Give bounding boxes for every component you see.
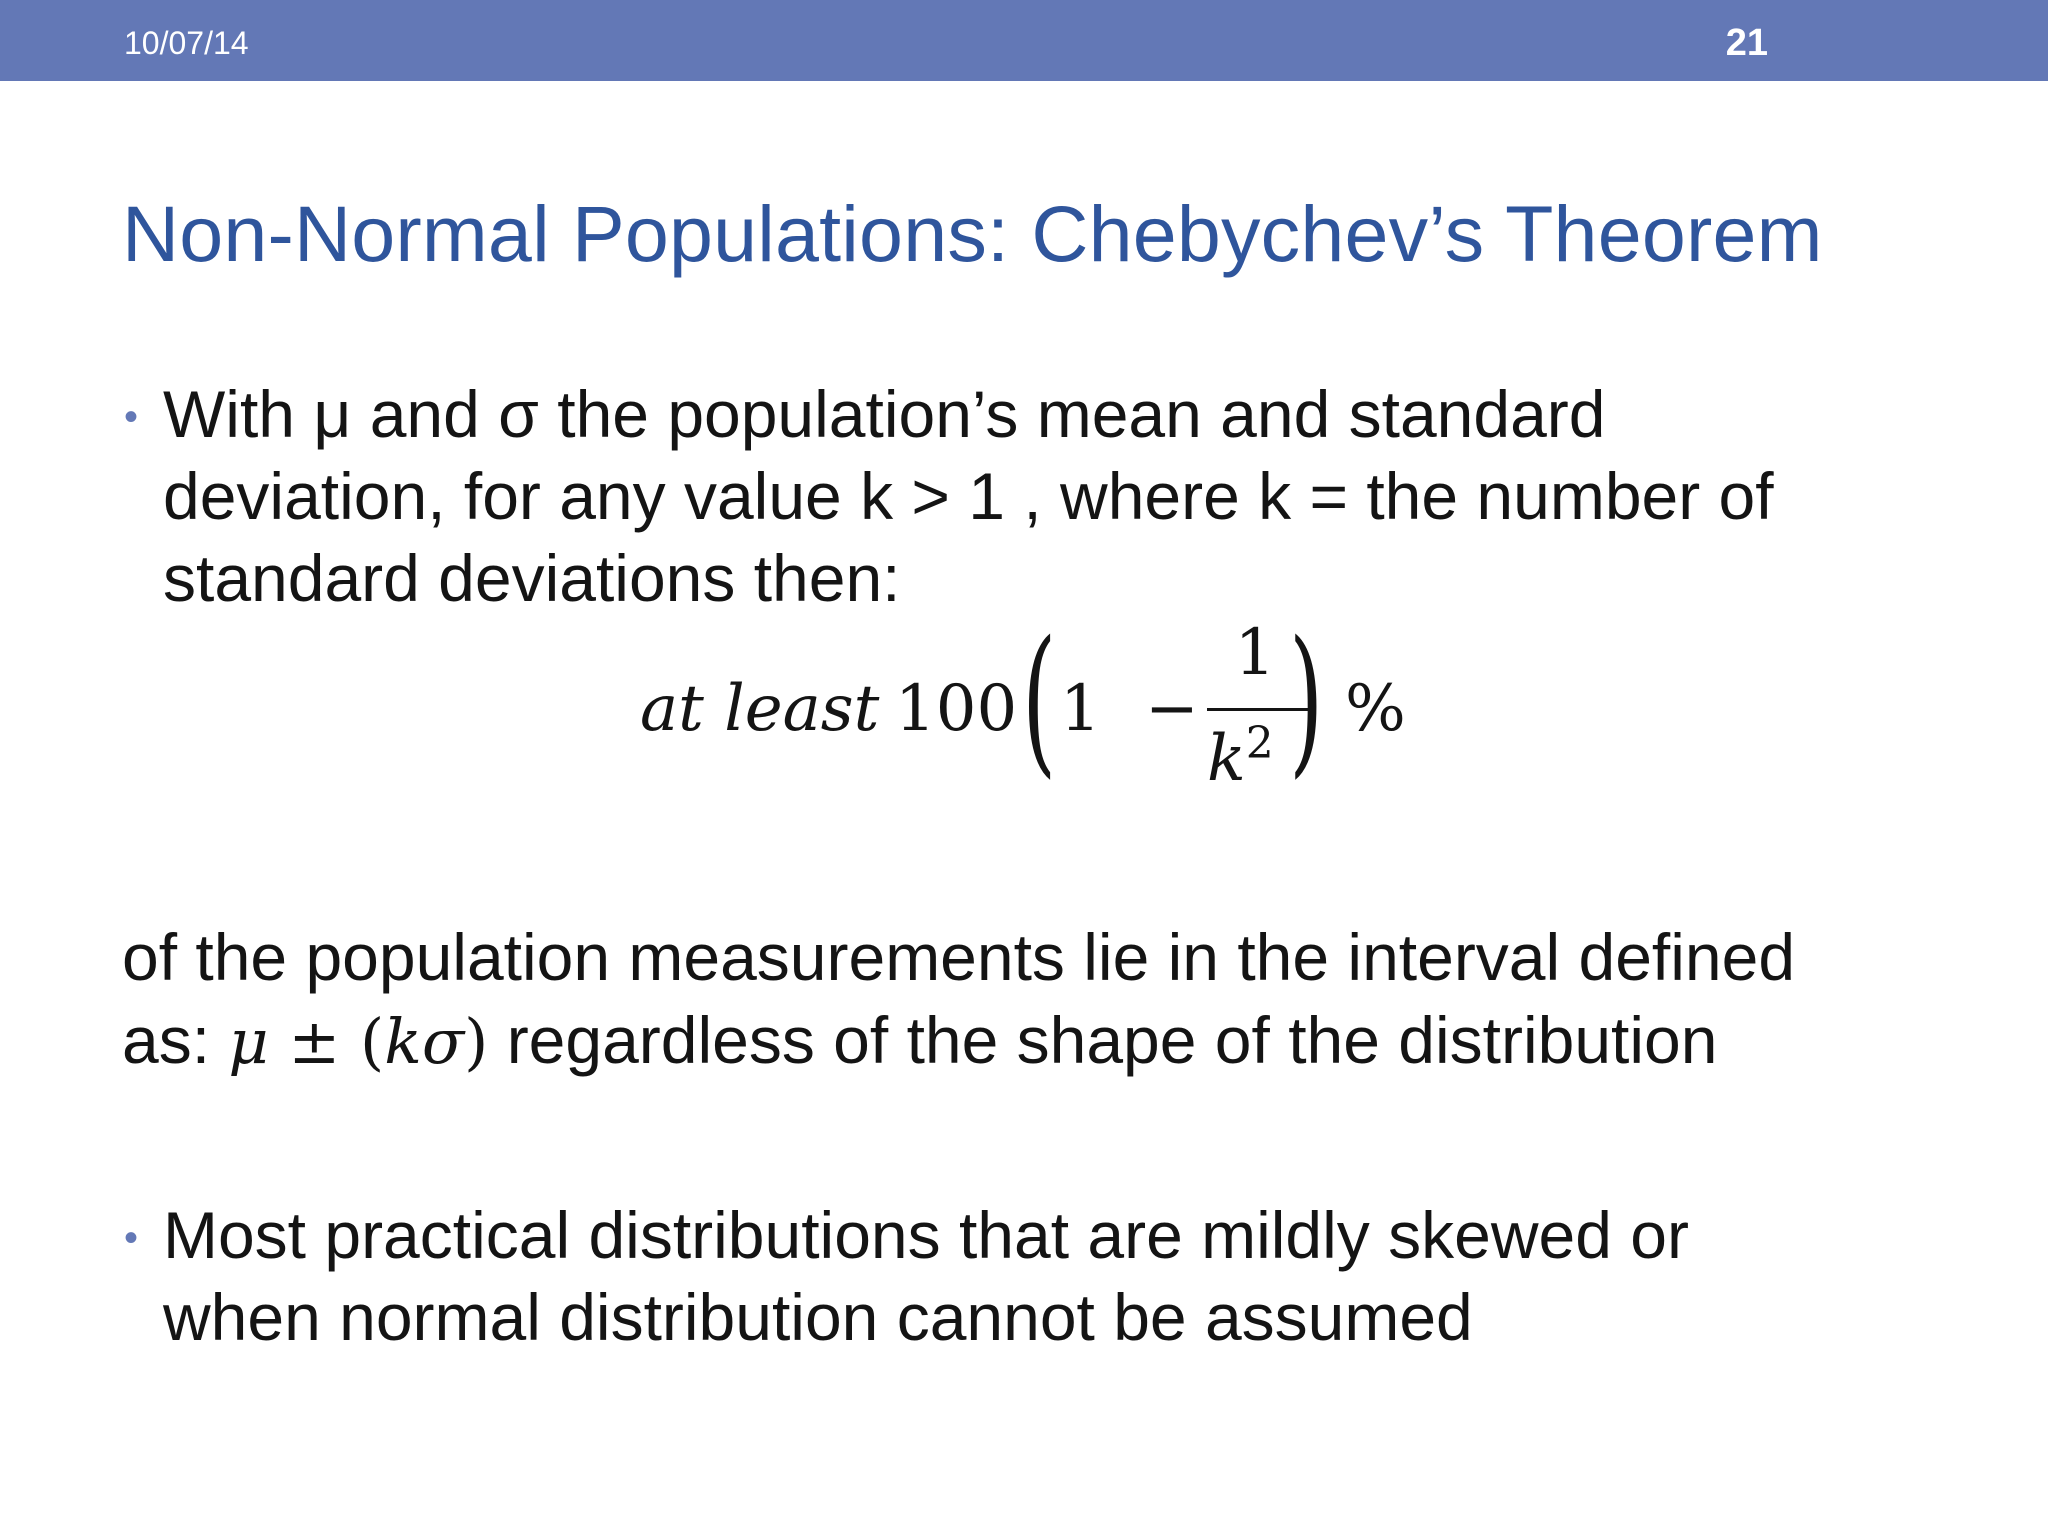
formula-minus: − xyxy=(1145,672,1199,746)
fraction-denominator xyxy=(1207,718,1274,796)
formula-percent: % xyxy=(1345,672,1406,746)
slide-title: Non-Normal Populations: Chebychev’s Theorem xyxy=(122,189,1823,278)
paragraph-suffix: regardless of the shape of the distribution xyxy=(488,1003,1718,1077)
interval-expression xyxy=(228,1005,488,1078)
bullet-1-line-1: With μ and σ the population’s mean and standard xyxy=(163,377,1606,451)
bullet-1-line-3: standard deviations then: xyxy=(163,541,901,615)
bullet-1 xyxy=(163,373,1963,619)
denominator-variable: k xyxy=(1207,722,1246,796)
formula-open-paren: ( xyxy=(1022,606,1057,793)
paragraph-line-1: of the population measurements lie in the interval defined xyxy=(122,920,1796,994)
bullet-dot-icon: • xyxy=(124,395,139,439)
formula-one: 1 xyxy=(1060,672,1101,746)
formula-at-least: at least xyxy=(640,672,880,746)
k-sigma-term: kσ xyxy=(384,1005,465,1078)
bullet-2-line-1: Most practical distributions that are mildly skewed or xyxy=(163,1198,1689,1272)
slide-date: 10/07/14 xyxy=(124,25,249,61)
plus-minus-symbol: ± ( xyxy=(268,1005,385,1078)
close-paren-symbol: ) xyxy=(464,1005,489,1078)
bullet-1-line-2: deviation, for any value k > 1 , where k = the number of xyxy=(163,459,1774,533)
formula-hundred: 100 xyxy=(895,672,1018,746)
formula-close-paren: ) xyxy=(1289,606,1324,793)
bullet-dot-icon: • xyxy=(124,1216,139,1260)
bullet-2-line-2: when normal distribution cannot be assumed xyxy=(163,1280,1473,1354)
slide-number: 21 xyxy=(1725,22,1768,64)
interval-paragraph xyxy=(122,916,1795,1083)
paragraph-line-2 xyxy=(122,999,1795,1083)
fraction-numerator: 1 xyxy=(1234,616,1276,690)
bullet-2 xyxy=(163,1194,1689,1358)
paragraph-as-prefix: as: xyxy=(122,1003,229,1077)
denominator-exponent: 2 xyxy=(1245,718,1274,769)
header-bar xyxy=(0,0,2048,81)
mu-symbol: μ xyxy=(228,1005,269,1078)
